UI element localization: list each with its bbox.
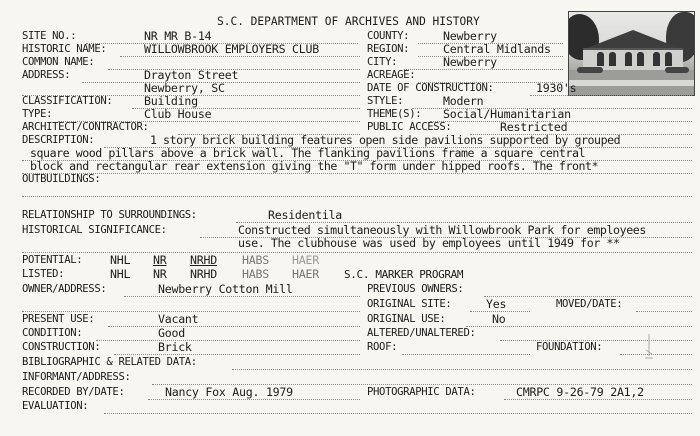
bibliographic-label: BIBLIOGRAPHIC & RELATED DATA: bbox=[22, 356, 197, 368]
address-value-line2: Newberry, SC bbox=[144, 81, 225, 95]
listed-label: LISTED: bbox=[22, 268, 65, 280]
potential-label: POTENTIAL: bbox=[22, 254, 83, 266]
public-access-value: Restricted bbox=[500, 120, 568, 134]
style-label: STYLE: bbox=[367, 95, 404, 107]
recorded-by-label: RECORDED BY/DATE: bbox=[22, 386, 125, 398]
listed-option-habs: HABS bbox=[242, 267, 269, 281]
owner-address-value: Newberry Cotton Mill bbox=[158, 282, 293, 296]
address-label: ADDRESS: bbox=[22, 69, 71, 81]
common-name-label: COMMON NAME: bbox=[22, 56, 95, 68]
theme-value: Social/Humanitarian bbox=[443, 107, 571, 121]
moved-date-label: MOVED/DATE: bbox=[556, 298, 623, 310]
potential-option-nhl: NHL bbox=[110, 253, 131, 267]
region-label: REGION: bbox=[367, 43, 410, 55]
condition-value: Good bbox=[158, 326, 185, 340]
construction-value: Brick bbox=[158, 340, 192, 354]
city-label: CITY: bbox=[367, 56, 398, 68]
historical-significance-label: HISTORICAL SIGNIFICANCE: bbox=[22, 224, 167, 236]
marker-program-label: S.C. MARKER PROGRAM bbox=[344, 268, 464, 281]
recorded-by-value: Nancy Fox Aug. 1979 bbox=[165, 385, 293, 399]
photographic-data-value: CMRPC 9-26-79 2A1,2 bbox=[516, 385, 644, 399]
present-use-label: PRESENT USE: bbox=[22, 313, 95, 325]
address-value: Drayton Street bbox=[144, 68, 239, 82]
foundation-label: FOUNDATION: bbox=[536, 341, 603, 353]
previous-owners-label: PREVIOUS OWNERS: bbox=[367, 283, 464, 295]
pencil-mark bbox=[643, 332, 655, 362]
owner-address-label: OWNER/ADDRESS: bbox=[22, 283, 107, 295]
historical-significance-line-2: use. The clubhouse was used by employees until 1949 for ** bbox=[238, 236, 620, 250]
potential-option-nr: NR bbox=[153, 253, 167, 267]
theme-label: THEME(S): bbox=[367, 108, 422, 120]
description-line-1: 1 story brick building features open side pavilions supported by grouped bbox=[150, 133, 621, 147]
site-no-label: SITE NO.: bbox=[22, 30, 77, 42]
construction-label: CONSTRUCTION: bbox=[22, 341, 101, 353]
altered-label: ALTERED/UNALTERED: bbox=[367, 327, 476, 339]
county-label: COUNTY: bbox=[367, 30, 410, 42]
present-use-value: Vacant bbox=[158, 312, 199, 326]
region-value: Central Midlands bbox=[443, 42, 551, 56]
listed-option-nhl: NHL bbox=[110, 267, 131, 281]
county-value: Newberry bbox=[443, 29, 497, 43]
description-line-2: square wood pillars above a brick wall. The flanking pavilions frame a square central bbox=[30, 146, 586, 160]
type-label: TYPE: bbox=[22, 108, 53, 120]
listed-option-nrhd: NRHD bbox=[190, 267, 217, 281]
date-of-construction-value: 1930's bbox=[536, 81, 577, 95]
site-no-value: NR MR B-14 bbox=[144, 29, 212, 43]
potential-option-habs: HABS bbox=[242, 253, 269, 267]
classification-label: CLASSIFICATION: bbox=[22, 95, 113, 107]
relationship-label: RELATIONSHIP TO SURROUNDINGS: bbox=[22, 209, 197, 221]
potential-option-haer: HAER bbox=[292, 253, 319, 267]
roof-label: ROOF: bbox=[367, 341, 398, 353]
photographic-data-label: PHOTOGRAPHIC DATA: bbox=[367, 386, 476, 398]
listed-option-haer: HAER bbox=[292, 267, 319, 281]
architect-label: ARCHITECT/CONTRACTOR: bbox=[22, 121, 149, 133]
type-value: Club House bbox=[144, 107, 212, 121]
department-header: S.C. DEPARTMENT OF ARCHIVES AND HISTORY bbox=[217, 15, 480, 28]
clubhouse-photo bbox=[568, 11, 695, 96]
city-value: Newberry bbox=[443, 55, 497, 69]
outbuildings-label: OUTBUILDINGS: bbox=[22, 173, 101, 185]
classification-value: Building bbox=[144, 94, 198, 108]
evaluation-label: EVALUATION: bbox=[22, 400, 89, 412]
potential-option-nrhd: NRHD bbox=[190, 253, 217, 267]
date-of-construction-label: DATE OF CONSTRUCTION: bbox=[367, 82, 494, 94]
historical-significance-line-1: Constructed simultaneously with Willowbrook Park for employees bbox=[238, 223, 646, 237]
informant-label: INFORMANT/ADDRESS: bbox=[22, 371, 131, 383]
original-use-label: ORIGINAL USE: bbox=[367, 313, 446, 325]
description-line-3: block and rectangular rear extension giving the "T" form under hipped roofs. The front* bbox=[30, 159, 599, 173]
historic-name-value: WILLOWBROOK EMPLOYERS CLUB bbox=[144, 42, 319, 56]
relationship-value: Residentila bbox=[268, 208, 343, 222]
listed-option-nr: NR bbox=[153, 267, 167, 281]
historic-name-label: HISTORIC NAME: bbox=[22, 43, 107, 55]
public-access-label: PUBLIC ACCESS: bbox=[367, 121, 452, 133]
original-site-value: Yes bbox=[486, 297, 507, 311]
description-label: DESCRIPTION: bbox=[22, 134, 95, 146]
condition-label: CONDITION: bbox=[22, 327, 83, 339]
acreage-label: ACREAGE: bbox=[367, 69, 416, 81]
style-value: Modern bbox=[443, 94, 484, 108]
original-use-value: No bbox=[492, 312, 506, 326]
original-site-label: ORIGINAL SITE: bbox=[367, 298, 452, 310]
